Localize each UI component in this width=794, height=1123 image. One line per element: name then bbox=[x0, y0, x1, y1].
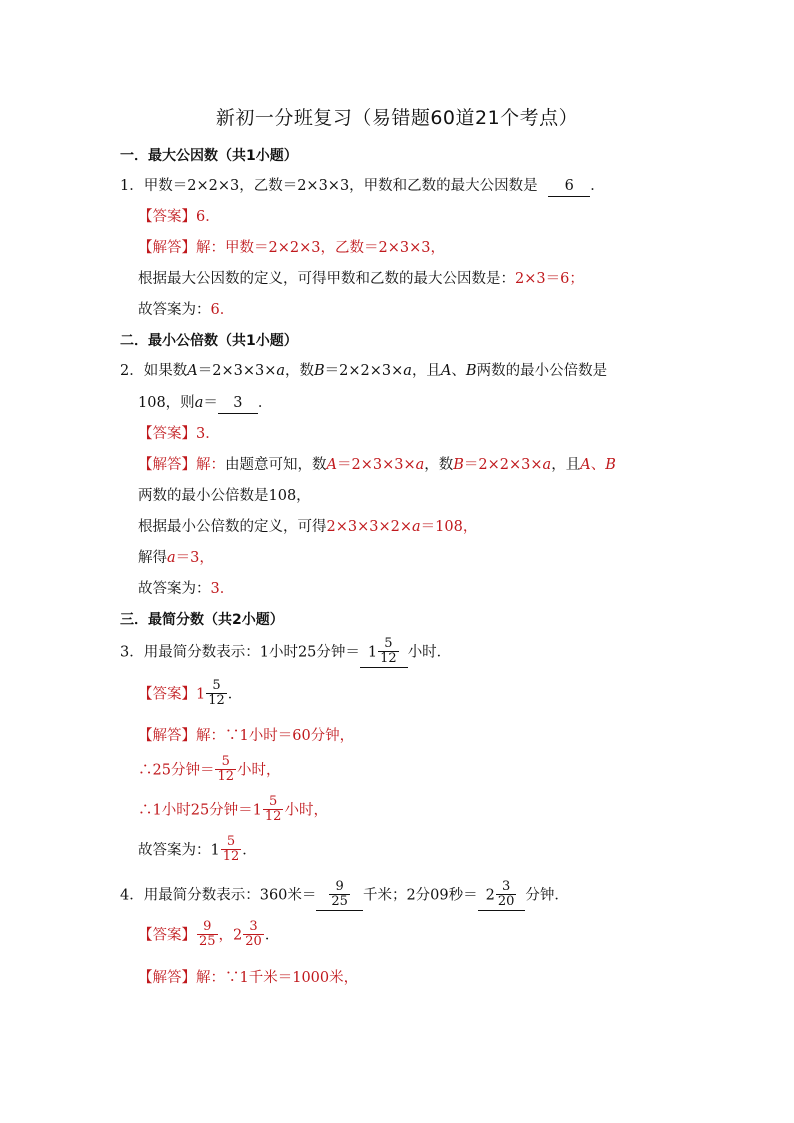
fraction-denominator: 20 bbox=[497, 894, 515, 909]
var-A: A bbox=[580, 457, 591, 473]
section-heading-gcd: 一．最大公因数（共1小题） bbox=[120, 148, 298, 164]
fraction-denominator: 25 bbox=[331, 894, 348, 909]
explain-formula: 3． bbox=[210, 581, 235, 597]
fraction-numerator: 9 bbox=[197, 920, 218, 935]
explain-text: 根据最小公倍数的定义，可得 bbox=[138, 519, 327, 535]
explain-formula: 2×3×3×2× bbox=[326, 519, 412, 535]
explain-text: 甲数＝2×2×3，乙数＝2×3×3， bbox=[225, 240, 445, 256]
answer-separator: ， bbox=[218, 927, 234, 944]
explain-formula: 6． bbox=[210, 302, 235, 318]
question-2-line2 bbox=[138, 393, 272, 414]
fraction-numerator: 5 bbox=[378, 637, 399, 652]
question-4-blank-1 bbox=[316, 881, 363, 911]
fraction-numerator: 9 bbox=[329, 880, 350, 895]
answer-tag: 【答案】 bbox=[138, 686, 196, 703]
question-3 bbox=[120, 638, 451, 668]
explain-text: ，且 bbox=[551, 457, 581, 473]
answer-tag: 【答案】 bbox=[138, 927, 196, 944]
answer-tag: 【答案】 bbox=[138, 209, 196, 225]
question-2-text: ＝2×2×3× bbox=[324, 363, 404, 379]
question-3-blank bbox=[360, 638, 408, 668]
var-B: B bbox=[453, 457, 464, 473]
question-2-explain-line bbox=[138, 517, 477, 537]
fraction bbox=[243, 920, 264, 949]
mixed-whole: 1 bbox=[367, 644, 378, 661]
explain-tag: 【解答】 bbox=[138, 457, 196, 473]
explain-formula: ＝3， bbox=[175, 550, 214, 566]
fraction bbox=[263, 795, 284, 824]
question-4-text: 分钟． bbox=[525, 887, 569, 904]
mixed-whole: 2 bbox=[233, 927, 243, 944]
question-3-explain-line bbox=[138, 836, 257, 865]
fraction-denominator: 12 bbox=[217, 769, 234, 784]
question-4-explain-line bbox=[138, 968, 358, 988]
question-1-explain-line bbox=[138, 269, 584, 289]
var-a: a bbox=[403, 363, 412, 379]
question-2-explain-line bbox=[138, 455, 616, 475]
question-3-answer bbox=[138, 680, 242, 709]
var-A: A bbox=[440, 363, 452, 379]
explain-text: 故答案为：1 bbox=[138, 842, 220, 859]
explain-text: 故答案为： bbox=[138, 581, 211, 597]
answer-value: 6． bbox=[196, 209, 220, 225]
fraction-numerator: 5 bbox=[221, 835, 242, 850]
question-3-explain-line bbox=[138, 756, 281, 785]
question-1-blank: 6 bbox=[548, 176, 590, 197]
answer-tag: 【答案】 bbox=[138, 426, 196, 442]
question-2-explain-line bbox=[138, 579, 234, 599]
mixed-whole: 1 bbox=[196, 686, 206, 703]
question-4-blank-2 bbox=[478, 881, 526, 911]
question-2-text: ，数 bbox=[285, 363, 314, 379]
jie-label: 解： bbox=[196, 457, 225, 473]
question-2-text: ． bbox=[257, 395, 273, 411]
fraction-numerator: 3 bbox=[243, 920, 264, 935]
var-a: a bbox=[542, 457, 552, 473]
answer-value: 3． bbox=[196, 426, 220, 442]
question-2-answer bbox=[138, 424, 220, 444]
var-a: a bbox=[412, 519, 421, 535]
fraction bbox=[496, 880, 517, 909]
section-heading-lcm: 二．最小公倍数（共1小题） bbox=[120, 333, 298, 349]
var-a: a bbox=[276, 363, 285, 379]
fraction bbox=[378, 637, 399, 666]
explain-text: ∴25分钟＝ bbox=[138, 762, 215, 779]
fraction bbox=[221, 835, 242, 864]
question-1-stem: 1．甲数＝2×2×3，乙数＝2×3×3，甲数和乙数的最大公因数是 bbox=[120, 178, 538, 194]
question-2-text: 2．如果数 bbox=[120, 363, 188, 379]
explain-text: 、 bbox=[590, 457, 606, 473]
fraction-denominator: 12 bbox=[264, 809, 282, 824]
mixed-whole: 2 bbox=[485, 887, 495, 904]
question-3-text: 小时． bbox=[407, 644, 452, 661]
question-1-explain-line bbox=[138, 300, 234, 320]
fraction-numerator: 5 bbox=[263, 795, 284, 810]
explain-text: ∴1小时25分钟＝1 bbox=[138, 802, 262, 819]
question-2-text: 108，则 bbox=[138, 395, 195, 411]
question-1-explain-line bbox=[138, 238, 445, 258]
question-3-explain-line bbox=[138, 796, 328, 825]
var-a: a bbox=[167, 550, 176, 566]
explain-text: 解得 bbox=[138, 550, 167, 566]
question-4-text: 4．用最简分数表示：360米＝ bbox=[120, 887, 317, 904]
jie-label: 解： bbox=[196, 970, 225, 986]
explain-text: 根据最大公因数的定义，可得甲数和乙数的最大公因数是： bbox=[138, 271, 515, 287]
explain-tag: 【解答】 bbox=[138, 728, 196, 744]
explain-text: ∵1千米＝1000米， bbox=[225, 970, 359, 986]
answer-end: ． bbox=[264, 927, 280, 944]
fraction bbox=[329, 880, 350, 909]
fraction bbox=[197, 920, 218, 949]
fraction-denominator: 25 bbox=[199, 934, 216, 949]
question-1 bbox=[120, 176, 605, 197]
page-title: 新初一分班复习（易错题60道21个考点） bbox=[215, 107, 579, 129]
question-4 bbox=[120, 881, 569, 911]
fraction-numerator: 5 bbox=[206, 679, 227, 694]
question-2-text: 两数的最小公倍数是 bbox=[476, 363, 608, 379]
question-2-text: ，且 bbox=[411, 363, 441, 379]
jie-label: 解： bbox=[196, 728, 225, 744]
explain-formula: ＝2×3×3× bbox=[336, 457, 416, 473]
explain-text: ，数 bbox=[424, 457, 454, 473]
explain-formula: ＝2×2×3× bbox=[463, 457, 543, 473]
explain-tag: 【解答】 bbox=[138, 970, 196, 986]
explain-text: ∵1小时＝60分钟， bbox=[225, 728, 355, 744]
explain-formula: 2×3＝6； bbox=[515, 271, 584, 287]
explain-text: 由题意可知，数 bbox=[225, 457, 327, 473]
question-2-explain-line bbox=[138, 548, 214, 568]
question-2 bbox=[120, 361, 607, 381]
fraction bbox=[215, 755, 236, 784]
explain-text: 故答案为： bbox=[138, 302, 211, 318]
fraction-numerator: 5 bbox=[215, 755, 236, 770]
var-B: B bbox=[314, 363, 325, 379]
question-1-answer bbox=[138, 207, 220, 227]
question-4-answer bbox=[138, 921, 279, 950]
question-3-text: 3．用最简分数表示：1小时25分钟＝ bbox=[120, 644, 360, 661]
var-a: a bbox=[415, 457, 425, 473]
question-4-text: 千米；2分09秒＝ bbox=[362, 887, 478, 904]
var-B: B bbox=[465, 363, 477, 379]
explain-text: 小时， bbox=[237, 762, 281, 779]
answer-end: ． bbox=[227, 686, 243, 703]
explain-formula: ＝108， bbox=[420, 519, 478, 535]
fraction-numerator: 3 bbox=[496, 880, 517, 895]
var-a: a bbox=[194, 395, 204, 411]
explain-text: 小时， bbox=[284, 802, 328, 819]
question-2-text: ＝2×3×3× bbox=[197, 363, 277, 379]
fraction-denominator: 12 bbox=[222, 849, 240, 864]
explain-tag: 【解答】 bbox=[138, 240, 196, 256]
jie-label: 解： bbox=[196, 240, 225, 256]
question-2-explain-line bbox=[138, 486, 311, 506]
question-3-explain-line bbox=[138, 726, 354, 746]
fraction-denominator: 12 bbox=[208, 693, 225, 708]
section-heading-simplest-fraction: 三．最简分数（共2小题） bbox=[120, 612, 284, 628]
var-A: A bbox=[326, 457, 337, 473]
var-B: B bbox=[605, 457, 616, 473]
fraction-denominator: 12 bbox=[380, 651, 397, 666]
fraction bbox=[206, 679, 227, 708]
question-2-blank: 3 bbox=[218, 393, 258, 414]
var-A: A bbox=[187, 363, 198, 379]
fraction-denominator: 20 bbox=[245, 934, 262, 949]
explain-text: 两数的最小公倍数是108， bbox=[138, 488, 311, 504]
explain-text: ． bbox=[242, 842, 257, 859]
question-2-text: ＝ bbox=[203, 395, 218, 411]
question-2-text: 、 bbox=[451, 363, 466, 379]
question-1-end: ． bbox=[590, 178, 605, 194]
